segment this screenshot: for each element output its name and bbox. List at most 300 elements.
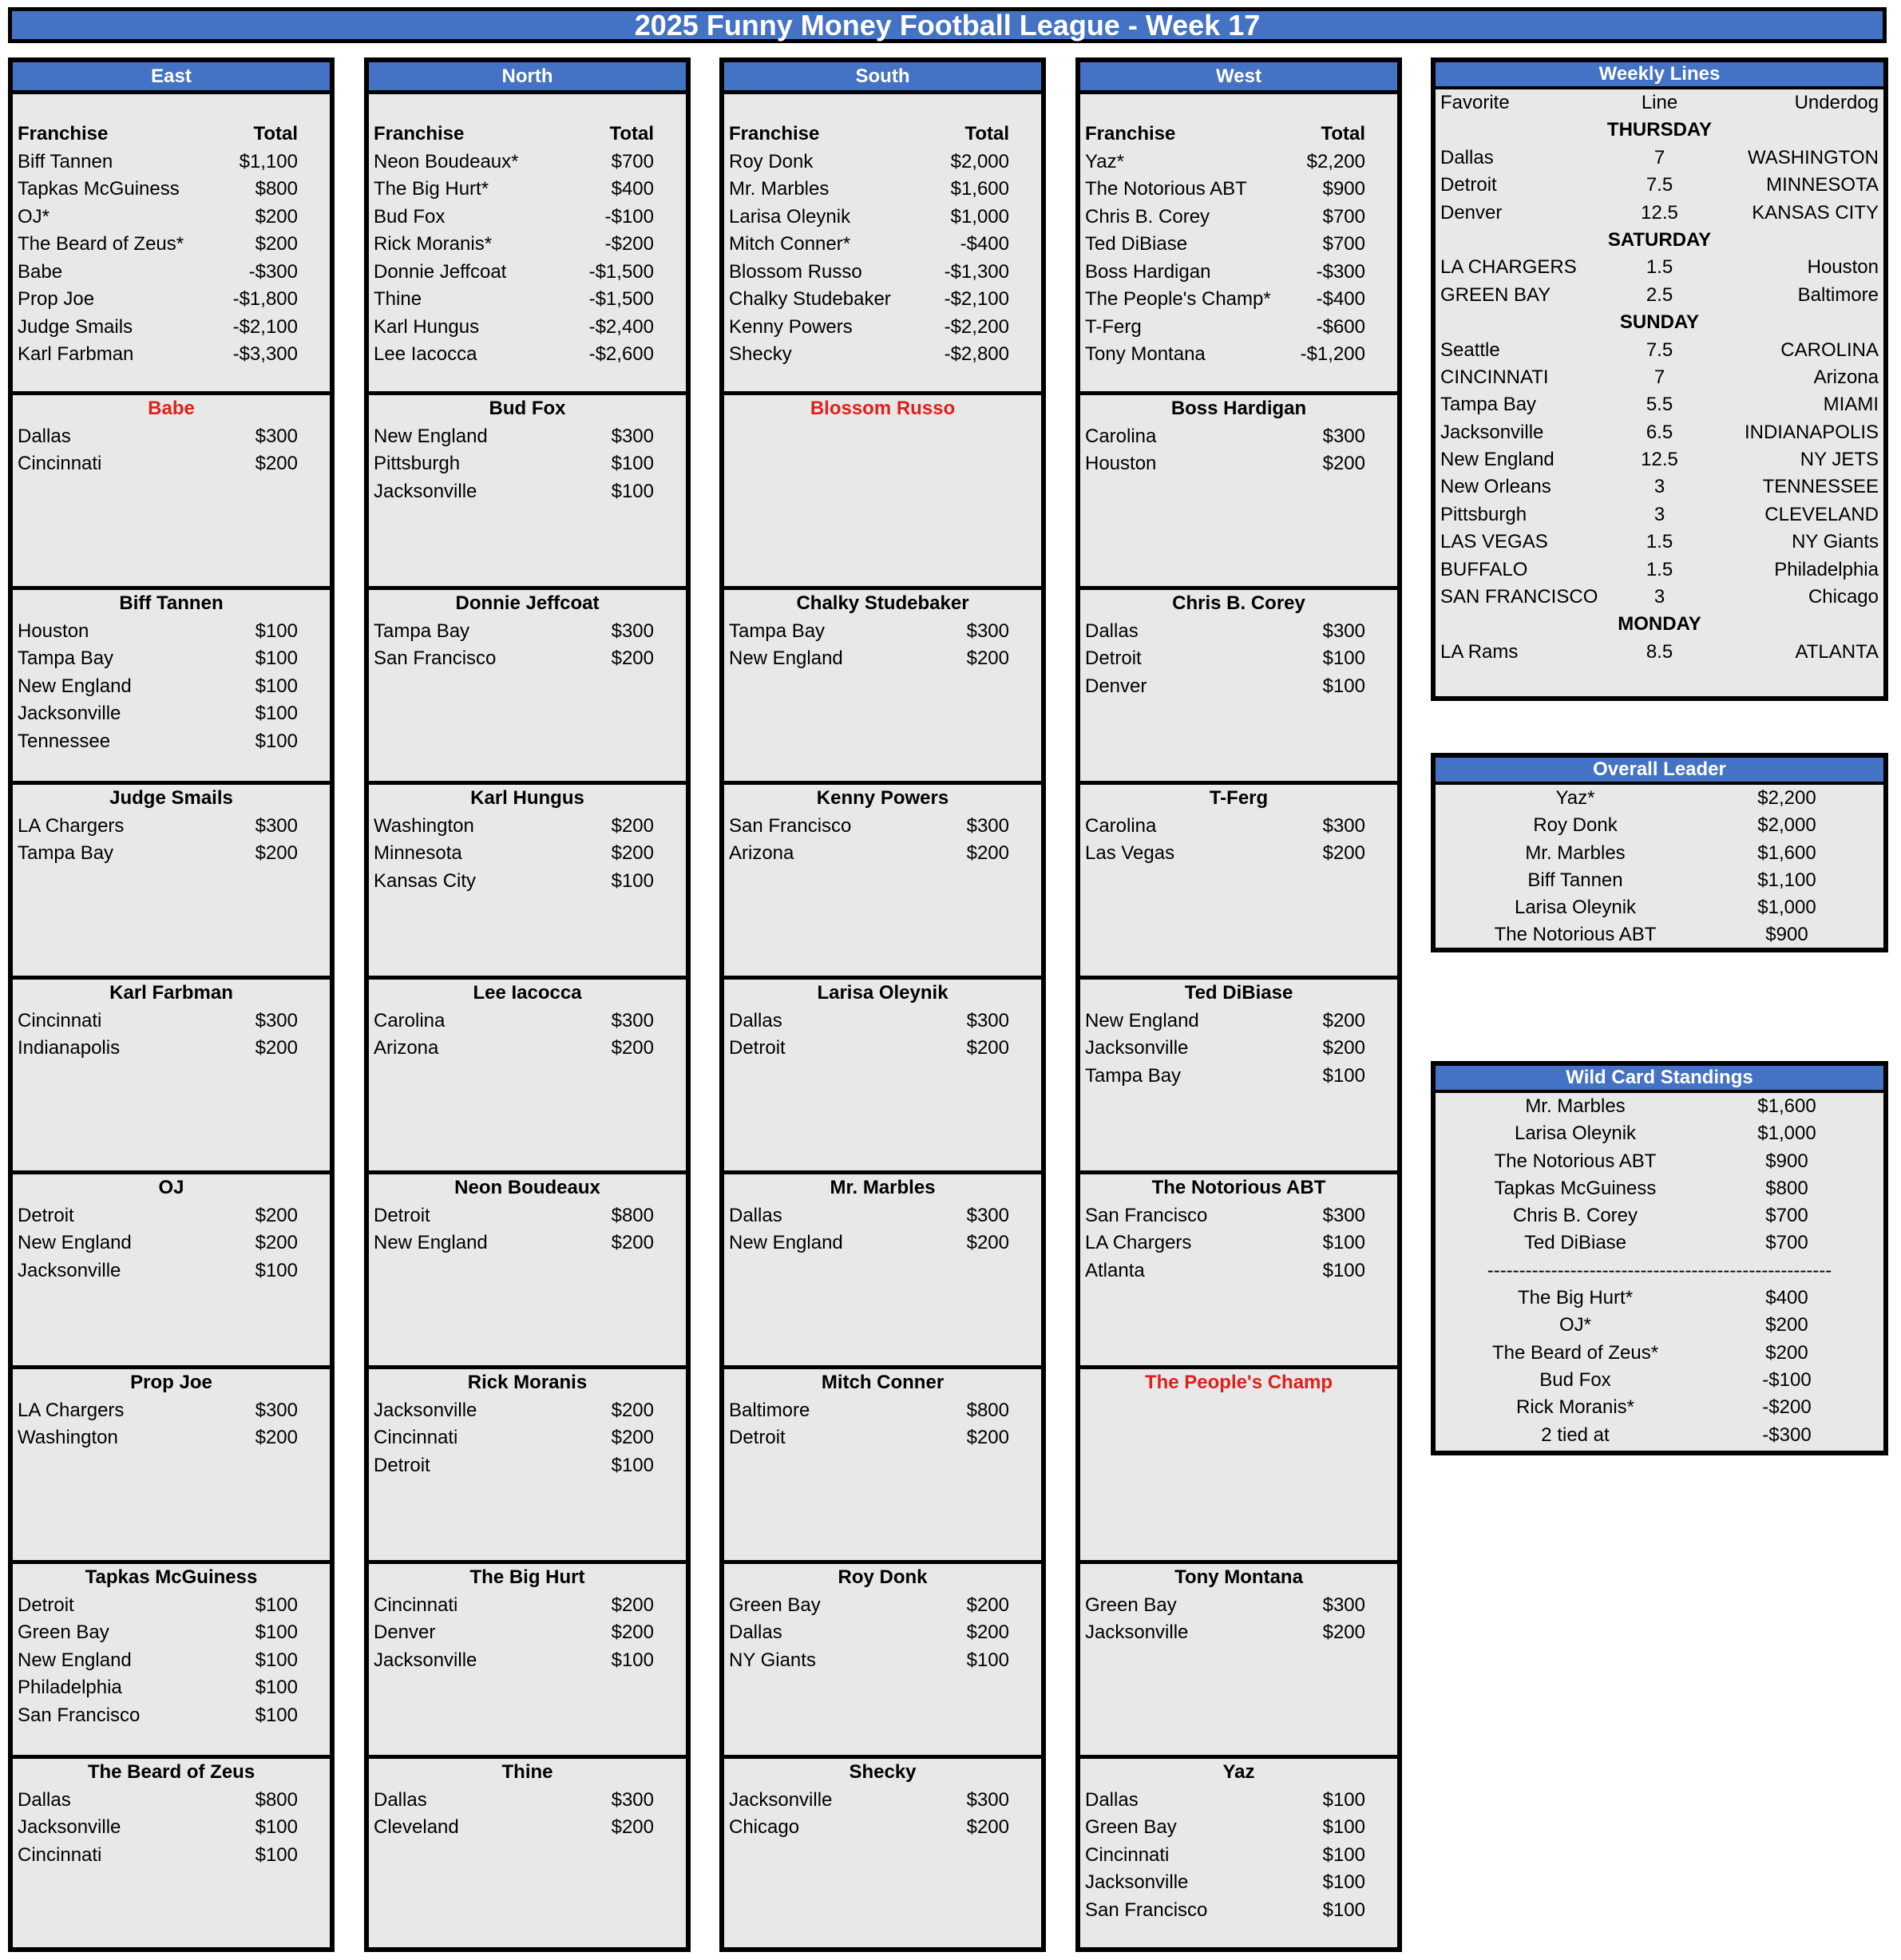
line-row (1436, 446, 1883, 473)
franchise-total: -$1,500 (588, 260, 654, 283)
point-spread: 12.5 (1641, 449, 1678, 471)
pick-row (369, 1452, 686, 1480)
underdog-team: ATLANTA (1795, 640, 1879, 663)
franchise-name: Mr. Marbles (729, 178, 830, 200)
pick-team: Detroit (18, 1204, 74, 1226)
pick-row (13, 1229, 330, 1257)
pick-team: Carolina (1085, 425, 1157, 447)
point-spread: 7 (1653, 146, 1665, 168)
pick-team: Atlanta (1085, 1259, 1145, 1281)
weekly-lines-column-headers (1436, 89, 1883, 117)
wild-card-total: -$300 (1762, 1423, 1812, 1446)
standings-row (724, 204, 1041, 232)
pick-row (724, 618, 1041, 646)
team-picks-section (369, 590, 686, 785)
franchise-total: $700 (611, 150, 654, 172)
pick-row (369, 478, 686, 506)
pick-amount: $100 (255, 1649, 298, 1671)
franchise-total: -$600 (1316, 315, 1365, 338)
franchise-name: Lee Iacocca (374, 343, 477, 365)
pick-amount: $800 (255, 1788, 298, 1811)
team-name: Kenny Powers (816, 787, 949, 809)
pick-team: New England (1085, 1009, 1199, 1031)
team-picks-section (369, 1564, 686, 1759)
pick-row (13, 1814, 330, 1842)
line-row (1436, 419, 1883, 446)
wild-card-panel (1431, 1061, 1888, 1455)
line-row (1436, 337, 1883, 364)
pick-amount: $200 (255, 1204, 298, 1226)
franchise-name: Blossom Russo (729, 260, 862, 283)
standings-header-row (724, 121, 1041, 148)
pick-team: Jacksonville (374, 1399, 477, 1421)
team-name: Rick Moranis (467, 1372, 588, 1393)
favorite-header: Favorite (1440, 92, 1510, 113)
standings-row (724, 148, 1041, 176)
line-row (1436, 145, 1883, 172)
point-spread: 1.5 (1646, 558, 1673, 580)
pick-amount: $200 (255, 1232, 298, 1253)
franchise-total: $1,600 (950, 178, 1009, 200)
pick-row (724, 1008, 1041, 1035)
underdog-team: KANSAS CITY (1752, 201, 1879, 224)
pick-amount: $200 (255, 1427, 298, 1448)
pick-amount: $300 (611, 1009, 654, 1031)
team-picks-section (1080, 980, 1397, 1174)
standings-row (369, 176, 686, 204)
line-row (1436, 254, 1883, 281)
pick-amount: $100 (255, 703, 298, 724)
wild-card-total: -$100 (1762, 1368, 1812, 1391)
day-label: SATURDAY (1607, 228, 1712, 251)
franchise-name: Roy Donk (729, 150, 814, 172)
franchise-total: -$2,100 (232, 315, 298, 338)
franchise-total: -$100 (604, 205, 654, 228)
pick-row (13, 450, 330, 478)
leader-name: Mr. Marbles (1525, 841, 1626, 864)
leader-row (1436, 840, 1883, 867)
franchise-name: Thine (374, 288, 422, 310)
leader-name: The Notorious ABT (1494, 924, 1657, 946)
pick-team: Detroit (1085, 647, 1142, 669)
line-row (1436, 529, 1883, 556)
pick-row (13, 1674, 330, 1702)
pick-amount: $100 (1322, 647, 1365, 669)
franchise-total: -$400 (960, 233, 1009, 255)
pick-amount: $100 (966, 1649, 1009, 1671)
pick-row (369, 813, 686, 841)
team-name: Donnie Jeffcoat (455, 592, 600, 614)
pick-row (13, 1647, 330, 1675)
division-west-column (1075, 57, 1402, 1952)
pick-team: Kansas City (374, 869, 477, 892)
franchise-name: Ted DiBiase (1085, 233, 1188, 255)
standings-row (13, 231, 330, 259)
pick-row (13, 728, 330, 756)
pick-team: Tampa Bay (729, 620, 826, 642)
pick-amount: $100 (1322, 675, 1365, 697)
franchise-name: Karl Hungus (374, 315, 480, 338)
franchise-total: $700 (1322, 205, 1365, 228)
standings-row (1080, 341, 1397, 369)
team-name: Boss Hardigan (1170, 398, 1307, 419)
team-name: Tony Montana (1174, 1566, 1303, 1588)
standings-row (369, 231, 686, 259)
team-name: Mr. Marbles (830, 1177, 936, 1198)
franchise-total: -$1,500 (588, 288, 654, 310)
pick-amount: $300 (255, 1009, 298, 1031)
pick-team: Houston (18, 620, 89, 642)
team-name: Prop Joe (130, 1372, 212, 1393)
favorite-team: New England (1440, 449, 1554, 471)
franchise-header: Franchise (1085, 123, 1176, 145)
weekly-lines-header: Weekly Lines (1436, 62, 1883, 89)
pick-row (369, 1787, 686, 1815)
pick-team: Dallas (729, 1204, 782, 1226)
pick-team: Jacksonville (729, 1788, 833, 1811)
pick-row (724, 1814, 1041, 1842)
standings-row (724, 259, 1041, 287)
leader-name: Larisa Oleynik (1514, 897, 1637, 919)
standings-row (1080, 314, 1397, 342)
pick-amount: $200 (611, 1427, 654, 1448)
wild-card-name: 2 tied at (1541, 1423, 1610, 1446)
standings-row (1080, 176, 1397, 204)
pick-row (13, 1787, 330, 1815)
favorite-team: Denver (1440, 201, 1503, 224)
pick-team: Detroit (729, 1427, 786, 1448)
pick-amount: $100 (255, 1843, 298, 1866)
pick-team: San Francisco (374, 647, 497, 669)
wild-card-total: $900 (1765, 1150, 1808, 1172)
division-standings (369, 94, 686, 395)
team-name: Judge Smails (109, 787, 233, 809)
pick-amount: $100 (1322, 1871, 1365, 1893)
wild-card-row (1436, 1340, 1883, 1367)
franchise-total: $1,000 (950, 205, 1009, 228)
pick-row (369, 1202, 686, 1230)
wild-card-total: $700 (1765, 1205, 1808, 1227)
standings-row (13, 204, 330, 232)
wild-card-total: -$200 (1762, 1396, 1812, 1419)
wild-card-total: $700 (1765, 1232, 1808, 1254)
team-picks-section (724, 1369, 1041, 1564)
team-picks-section (1080, 1564, 1397, 1759)
pick-amount: $100 (611, 480, 654, 502)
standings-row (724, 231, 1041, 259)
leader-total: $1,600 (1757, 841, 1816, 864)
pick-team: Dallas (729, 1009, 782, 1031)
standings-row (724, 286, 1041, 314)
line-header: Line (1641, 92, 1678, 113)
pick-amount: $200 (966, 842, 1009, 864)
pick-row (13, 1424, 330, 1452)
pick-row (13, 700, 330, 728)
pick-team: Pittsburgh (374, 453, 461, 474)
pick-amount: $100 (1322, 1259, 1365, 1281)
pick-team: Cincinnati (374, 1427, 458, 1448)
underdog-team: Houston (1807, 256, 1879, 279)
franchise-total: $200 (255, 205, 298, 228)
franchise-total: -$300 (248, 260, 298, 283)
team-picks-section (1080, 1759, 1397, 1950)
wild-card-name: Ted DiBiase (1523, 1232, 1627, 1254)
franchise-name: Donnie Jeffcoat (374, 260, 507, 283)
franchise-name: Boss Hardigan (1085, 260, 1211, 283)
wild-card-row (1436, 1422, 1883, 1449)
pick-amount: $100 (1322, 1064, 1365, 1087)
pick-row (369, 868, 686, 896)
pick-amount: $300 (1322, 1204, 1365, 1226)
line-row (1436, 584, 1883, 611)
division-standings (13, 94, 330, 395)
pick-row (13, 673, 330, 701)
team-name: T-Ferg (1209, 787, 1269, 809)
pick-team: Tampa Bay (18, 842, 114, 864)
pick-team: Jacksonville (374, 1649, 477, 1671)
team-picks-section (1080, 590, 1397, 785)
franchise-name: The Beard of Zeus* (18, 233, 184, 255)
team-picks-section (1080, 395, 1397, 590)
pick-row (13, 645, 330, 673)
pick-row (1080, 840, 1397, 868)
wild-card-total: $400 (1765, 1287, 1808, 1309)
total-header: Total (609, 123, 654, 145)
overall-leader-panel (1431, 753, 1888, 952)
pick-amount: $200 (966, 1816, 1009, 1838)
wild-card-row (1436, 1175, 1883, 1202)
team-picks-section (13, 785, 330, 980)
wild-card-name: Mr. Marbles (1525, 1095, 1626, 1117)
pick-row (13, 1842, 330, 1870)
pick-amount: $200 (611, 1037, 654, 1059)
team-name: Mitch Conner (821, 1372, 945, 1393)
pick-team: Jacksonville (18, 703, 121, 724)
pick-amount: $100 (255, 1621, 298, 1643)
pick-amount: $200 (255, 842, 298, 864)
pick-amount: $100 (255, 1677, 298, 1698)
pick-team: Jacksonville (1085, 1037, 1189, 1059)
pick-row (13, 1202, 330, 1230)
franchise-total: $900 (1322, 178, 1365, 200)
pick-row (724, 1787, 1041, 1815)
wild-card-total: $1,000 (1757, 1123, 1816, 1145)
pick-team: San Francisco (18, 1704, 141, 1726)
wild-card-divider: ------------------------------------------------------ (1487, 1259, 1832, 1281)
pick-row (724, 1619, 1041, 1647)
pick-team: Cincinnati (374, 1594, 458, 1616)
pick-amount: $100 (255, 1259, 298, 1281)
pick-team: Arizona (729, 842, 794, 864)
standings-row (1080, 148, 1397, 176)
franchise-total: -$2,100 (944, 288, 1009, 310)
pick-amount: $100 (1322, 1843, 1365, 1866)
pick-team: Cincinnati (18, 453, 102, 474)
pick-amount: $200 (1322, 842, 1365, 864)
line-row (1436, 282, 1883, 309)
pick-row (13, 423, 330, 451)
pick-row (13, 813, 330, 841)
pick-team: Washington (18, 1427, 118, 1448)
pick-row (1080, 645, 1397, 673)
pick-amount: $300 (255, 814, 298, 837)
pick-row (1080, 1229, 1397, 1257)
franchise-header: Franchise (729, 123, 820, 145)
division-standings (1080, 94, 1397, 395)
pick-amount: $200 (611, 842, 654, 864)
pick-row (369, 1647, 686, 1675)
wild-card-total: $800 (1765, 1177, 1808, 1199)
pick-amount: $200 (966, 1427, 1009, 1448)
pick-team: Carolina (374, 1009, 446, 1031)
pick-amount: $200 (966, 1594, 1009, 1616)
pick-team: New England (729, 1232, 843, 1253)
favorite-team: GREEN BAY (1440, 283, 1551, 306)
franchise-name: OJ* (18, 205, 50, 228)
team-name: Karl Hungus (470, 787, 584, 809)
team-name: Roy Donk (838, 1566, 928, 1588)
pick-row (724, 1202, 1041, 1230)
franchise-header: Franchise (18, 123, 109, 145)
underdog-team: NY Giants (1792, 531, 1879, 553)
point-spread: 3 (1653, 503, 1665, 525)
pick-team: Dallas (18, 1788, 71, 1811)
wild-card-name: The Big Hurt* (1517, 1287, 1634, 1309)
pick-team: Jacksonville (18, 1816, 121, 1838)
pick-team: Indianapolis (18, 1037, 121, 1059)
pick-amount: $300 (966, 814, 1009, 837)
franchise-total: $1,100 (239, 150, 298, 172)
pick-amount: $200 (611, 647, 654, 669)
pick-team: Dallas (729, 1621, 782, 1643)
wild-card-name: Bud Fox (1539, 1368, 1611, 1391)
franchise-total: $700 (1322, 233, 1365, 255)
team-picks-section (13, 395, 330, 590)
pick-amount: $800 (966, 1399, 1009, 1421)
franchise-total: -$3,300 (232, 343, 298, 365)
pick-row (1080, 1842, 1397, 1870)
pick-row (13, 1619, 330, 1647)
wild-card-name: OJ* (1558, 1314, 1591, 1336)
pick-team: Denver (1085, 675, 1147, 697)
pick-amount: $200 (1322, 1037, 1365, 1059)
line-row (1436, 172, 1883, 199)
pick-row (13, 1702, 330, 1730)
pick-row (13, 1008, 330, 1035)
standings-row (1080, 286, 1397, 314)
team-picks-section (1080, 1174, 1397, 1369)
favorite-team: Dallas (1440, 146, 1494, 168)
franchise-name: Larisa Oleynik (729, 205, 851, 228)
pick-team: New England (18, 1232, 132, 1253)
pick-amount: $100 (1322, 1899, 1365, 1921)
franchise-total: -$400 (1316, 288, 1365, 310)
pick-team: Tampa Bay (18, 647, 114, 669)
pick-team: New England (18, 675, 132, 697)
overall-leader-header: Overall Leader (1436, 758, 1883, 785)
team-name: Ted DiBiase (1184, 982, 1293, 1004)
leader-total: $2,000 (1757, 814, 1816, 837)
pick-amount: $200 (611, 1621, 654, 1643)
standings-row (369, 286, 686, 314)
pick-team: Dallas (374, 1788, 427, 1811)
franchise-name: Mitch Conner* (729, 233, 851, 255)
pick-amount: $200 (1322, 1621, 1365, 1643)
pick-team: Green Bay (1085, 1594, 1177, 1616)
pick-team: Green Bay (729, 1594, 821, 1616)
team-name: Babe (148, 398, 195, 419)
wild-card-row (1436, 1229, 1883, 1257)
pick-amount: $200 (611, 1594, 654, 1616)
division-header: East (13, 62, 330, 94)
underdog-team: TENNESSEE (1762, 476, 1879, 498)
franchise-name: Judge Smails (18, 315, 133, 338)
team-picks-section (13, 1174, 330, 1369)
pick-row (724, 1035, 1041, 1063)
standings-row (724, 314, 1041, 342)
pick-amount: $200 (966, 1037, 1009, 1059)
underdog-team: CAROLINA (1780, 339, 1879, 361)
pick-amount: $100 (255, 1594, 298, 1616)
pick-amount: $100 (255, 675, 298, 697)
wild-card-header: Wild Card Standings (1436, 1066, 1883, 1093)
pick-team: Las Vegas (1085, 842, 1175, 864)
standings-row (724, 341, 1041, 369)
team-name: Thine (501, 1761, 553, 1783)
standings-row (369, 259, 686, 287)
pick-team: Jacksonville (18, 1259, 121, 1281)
pick-row (1080, 1008, 1397, 1035)
standings-row (13, 286, 330, 314)
pick-amount: $100 (611, 1454, 654, 1476)
franchise-name: Prop Joe (18, 288, 95, 310)
team-name: The People's Champ (1144, 1372, 1333, 1393)
pick-team: Detroit (374, 1454, 430, 1476)
point-spread: 8.5 (1646, 640, 1673, 663)
pick-amount: $100 (611, 1649, 654, 1671)
team-picks-section (369, 1369, 686, 1564)
pick-amount: $300 (966, 1204, 1009, 1226)
franchise-total: -$2,400 (588, 315, 654, 338)
pick-team: Cleveland (374, 1816, 459, 1838)
underdog-team: NY JETS (1800, 449, 1879, 471)
line-row (1436, 556, 1883, 584)
standings-row (13, 341, 330, 369)
line-row (1436, 501, 1883, 529)
wild-card-row (1436, 1120, 1883, 1147)
team-name: Karl Farbman (109, 982, 233, 1004)
team-name: Chalky Studebaker (796, 592, 969, 614)
wild-card-name: Larisa Oleynik (1514, 1123, 1637, 1145)
pick-row (1080, 1897, 1397, 1925)
pick-amount: $300 (966, 1009, 1009, 1031)
franchise-name: The Big Hurt* (374, 178, 489, 200)
wild-card-row (1436, 1093, 1883, 1120)
team-name: Tapkas McGuiness (85, 1566, 258, 1588)
pick-row (1080, 673, 1397, 701)
leader-total: $900 (1765, 924, 1808, 946)
wild-card-name: The Notorious ABT (1494, 1150, 1657, 1172)
pick-row (13, 1397, 330, 1425)
pick-amount: $200 (255, 453, 298, 474)
pick-team: Washington (374, 814, 474, 837)
leader-name: Biff Tannen (1527, 869, 1623, 891)
point-spread: 7.5 (1646, 339, 1673, 361)
pick-row (13, 1257, 330, 1285)
franchise-total: $800 (255, 178, 298, 200)
pick-team: New England (729, 647, 843, 669)
underdog-team: MINNESOTA (1766, 174, 1879, 196)
